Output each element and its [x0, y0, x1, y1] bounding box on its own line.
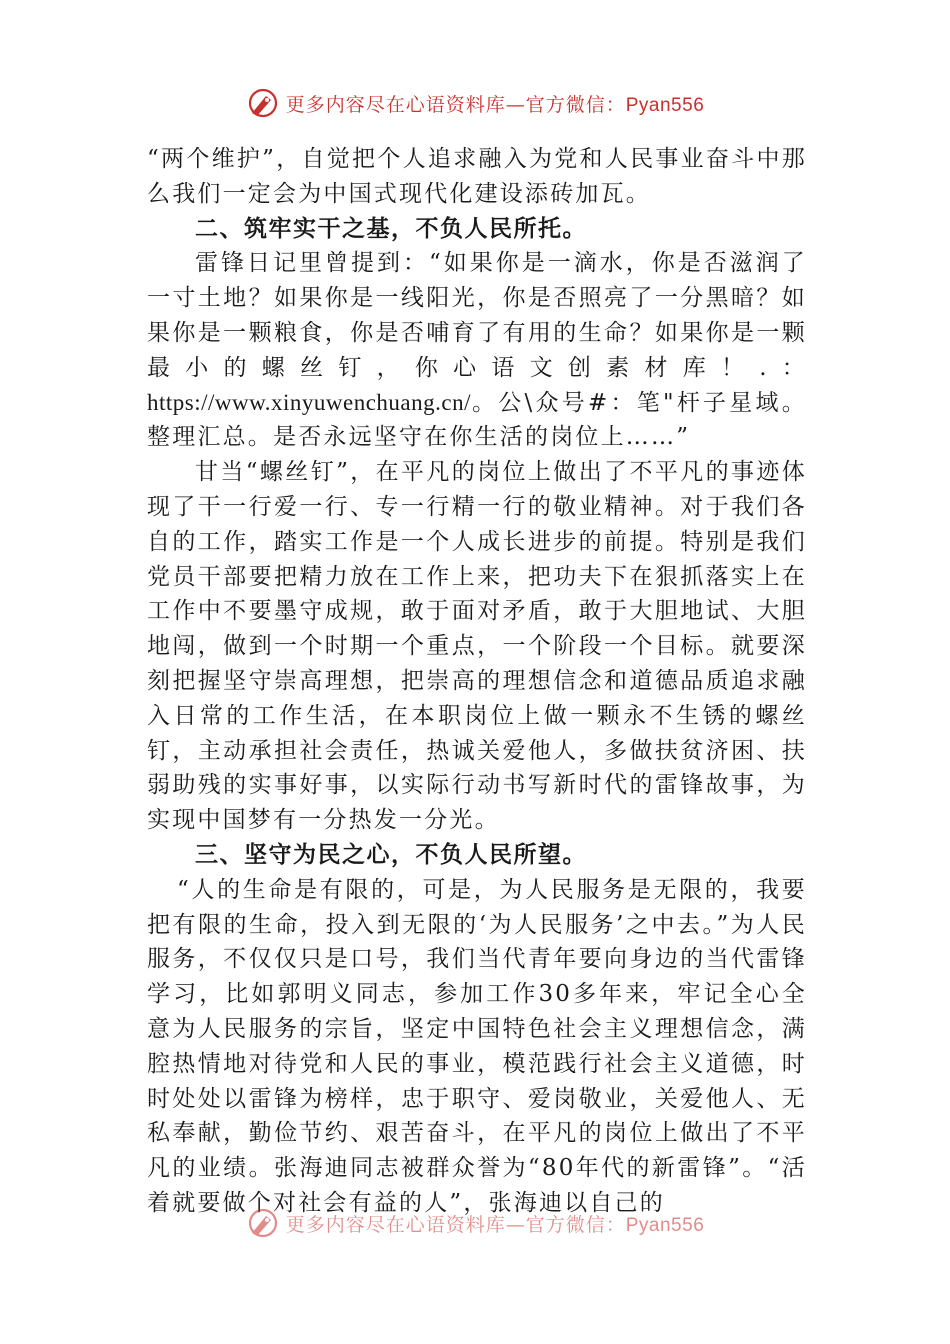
pen-nib-logo-icon: [246, 86, 280, 120]
document-body: [147, 142, 807, 1221]
header-wechat-id: Pyan556: [625, 94, 705, 116]
paragraph-2-url: https://www.xinyuwenchuang.cn/: [147, 389, 471, 415]
footer-wechat-id: Pyan556: [625, 1214, 705, 1236]
paragraph-3: 甘当“螺丝钉”，在平凡的岗位上做出了不平凡的事迹体现了干一行爱一行、专一行精一行的敬业精神。对于我们各自的工作，踏实工作是一个人成长进步的前提。特别是我们党员干部要把精力放在工作上来，把功夫下在狠抓落实上在工作中不要墨守成规，敢于面对矛盾，敢于大胆地试、大胆地闯，做到一个时期一个重点，一个阶段一个目标。就要深刻把握坚守崇高理想，把崇高的理想信念和道德品质追求融入日常的工作生活，在本职岗位上做一颗永不生锈的螺丝钉，主动承担社会责任，热诚关爱他人，多做扶贫济困、扶弱助残的实事好事，以实际行动书写新时代的雷锋故事，为实现中国梦有一分热发一分光。: [147, 459, 807, 834]
paragraph-2-part-a: 雷锋日记里曾提到：“如果你是一滴水，你是否滋润了一寸土地？如果你是一线阳光，你是否照亮了一分黑暗？如果你是一颗粮食，你是否哺育了有用的生命？如果你是一颗最小的螺丝钉，你心语文创素材库！.：: [147, 250, 807, 381]
header-banner: [0, 83, 950, 123]
paragraph-4: “人的生命是有限的，可是，为人民服务是无限的，我要把有限的生命，投入到无限的‘为人民服务’之中去。”为人民服务，不仅仅只是口号，我们当代青年要向身边的当代雷锋学习，比如郭明义同志，参加工作30多年来，牢记全心全意为人民服务的宗旨，坚定中国特色社会主义理想信念，满腔热情地对待党和人民的事业，模范践行社会主义道德，时时处处以雷锋为榜样，忠于职守、爱岗敬业，关爱他人、无私奉献，勤俭节约、艰苦奋斗，在平凡的岗位上做出了不平凡的业绩。张海迪同志被群众誉为“80年代的新雷锋”。“活着就要做个对社会有益的人”，张海迪以自己的: [147, 876, 807, 1216]
pen-nib-logo-icon: [246, 1206, 280, 1240]
footer-banner: [0, 1203, 950, 1243]
header-banner-text: 更多内容尽在心语资料库—官方微信：Pyan556: [285, 93, 705, 116]
paragraph-1: “两个维护”，自觉把个人追求融入为党和人民事业奋斗中那么我们一定会为中国式现代化建设添砖加瓦。: [147, 146, 807, 207]
section-heading-2: 二、筑牢实干之基，不负人民所托。: [195, 215, 587, 242]
footer-banner-text: 更多内容尽在心语资料库—官方微信：Pyan556: [285, 1213, 705, 1236]
paragraph-2-part-b: 。公\众号#：笔"杆子星域。整理汇总。是否永远坚守在你生活的岗位上……”: [147, 389, 807, 451]
paragraph-2: [147, 246, 807, 455]
section-heading-3: 三、坚守为民之心，不负人民所望。: [195, 841, 587, 868]
